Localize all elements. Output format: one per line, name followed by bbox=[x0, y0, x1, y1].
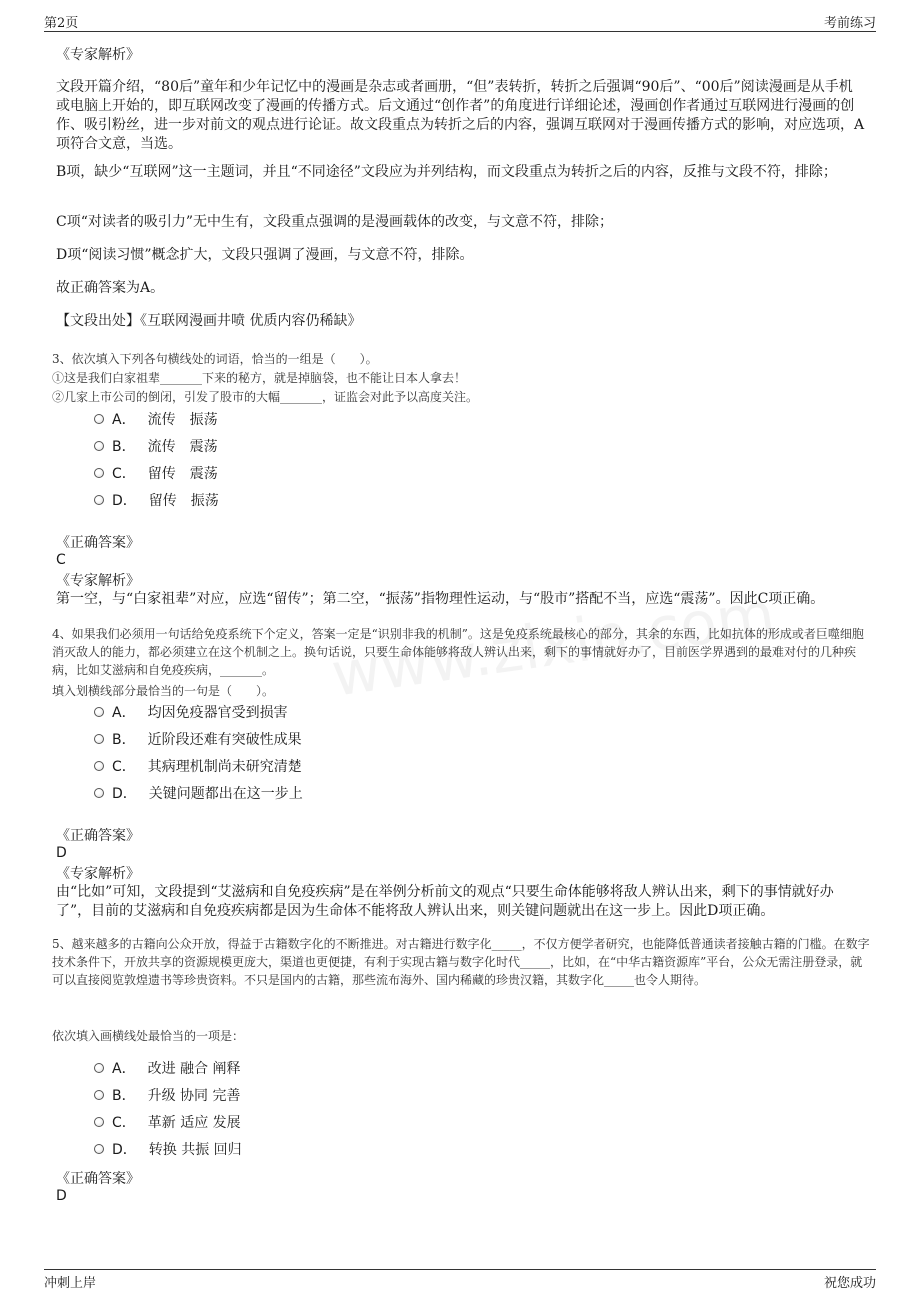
page-number: 第2页 bbox=[44, 16, 79, 31]
q3-option-c[interactable] bbox=[94, 465, 218, 483]
option-key: A． bbox=[112, 412, 136, 428]
q5-stem: 5、越来越多的古籍向公众开放，得益于古籍数字化的不断推进。对古籍进行数字化_____，不仅方便学者研究，也能降低普通读者接触古籍的门槛。在数字技术条件下，开放共享的资源规模更庞大，渠道也更便捷，有利于实现古籍与数字化时代_____，比如，在“中华古籍资源库”平台，公众无需注册登录，就可以直接阅览敦煌遗书等珍贵资料。不只是国内的古籍，那些流布海外、国内稀藏的珍贵汉籍，其数字化_____也令人期待。 bbox=[52, 937, 870, 987]
q4-analysis: 由“比如”可知，文段提到“艾滋病和自免疫疾病”是在举例分析前文的观点“只要生命体能够将敌人辨认出来，剩下的事情就好办了”，目前的艾滋病和自免疫疾病都是因为生命体不能将敌人辨认出来，则关键问题就出在这一步上。因此D项正确。 bbox=[56, 884, 834, 919]
q4-stem: 4、如果我们必须用一句话给免疫系统下个定义，答案一定是“识别非我的机制”。这是免疫系统最核心的部分，其余的东西，比如抗体的形成或者巨噬细胞消灭敌人的能力，都必须建立在这个机制之上。换句话说，只要生命体能够将敌人辨认出来，剩下的事情就好办了，目前医学界遇到的最难对付的几种疾病，比如艾滋病和自免疫疾病，_______。 bbox=[52, 627, 864, 677]
header-title: 考前练习 bbox=[823, 16, 876, 31]
option-text: 流传 震荡 bbox=[147, 439, 218, 455]
radio-icon[interactable] bbox=[94, 1117, 104, 1127]
q3-option-d[interactable] bbox=[94, 492, 219, 510]
header-rule bbox=[44, 31, 876, 32]
q2-analysis-paragraph-3: C项“对读者的吸引力”无中生有，文段重点强调的是漫画载体的改变，与文意不符，排除； bbox=[56, 214, 614, 230]
option-key: D． bbox=[112, 786, 137, 802]
option-key: B． bbox=[112, 439, 136, 455]
option-key: A． bbox=[112, 705, 136, 721]
q3-option-a[interactable] bbox=[94, 411, 218, 429]
radio-icon[interactable] bbox=[94, 468, 104, 478]
footer-right-text: 祝您成功 bbox=[823, 1276, 876, 1291]
q3-option-b[interactable] bbox=[94, 438, 218, 456]
option-key: A． bbox=[112, 1061, 136, 1077]
q5-prompt: 依次填入画横线处最恰当的一项是： bbox=[52, 1029, 245, 1043]
radio-icon[interactable] bbox=[94, 734, 104, 744]
option-key: C． bbox=[112, 466, 136, 482]
q5-option-b[interactable] bbox=[94, 1087, 241, 1105]
correct-answer-label: 《正确答案》 bbox=[56, 828, 140, 844]
expert-analysis-label: 《专家解析》 bbox=[56, 47, 140, 63]
q3-sentence-1: ①这是我们白家祖辈_______下来的秘方，就是掉脑袋，也不能让日本人拿去！ bbox=[52, 371, 467, 385]
option-text: 流传 振荡 bbox=[147, 412, 218, 428]
q5-answer: D bbox=[56, 1188, 67, 1204]
radio-icon[interactable] bbox=[94, 1090, 104, 1100]
option-text: 留传 振荡 bbox=[148, 493, 219, 509]
correct-answer-label: 《正确答案》 bbox=[56, 1171, 140, 1187]
q4-option-d[interactable] bbox=[94, 785, 303, 803]
q5-option-a[interactable] bbox=[94, 1060, 240, 1078]
page-footer bbox=[44, 1272, 876, 1290]
expert-analysis-label: 《专家解析》 bbox=[56, 866, 140, 882]
q4-option-b[interactable] bbox=[94, 731, 302, 749]
q2-analysis-paragraph-1: 文段开篇介绍，“80后”童年和少年记忆中的漫画是杂志或者画册，“但”表转折，转折之后强调“90后”、“00后”阅读漫画是从手机或电脑上开始的，即互联网改变了漫画的传播方式。后文通过“创作者”的角度进行详细论述，漫画创作者通过互联网进行漫画的创作、吸引粉丝，进一步对前文的观点进行论证。故文段重点为转折之后的内容，强调互联网对于漫画传播方式的影响，对应选项，A项符合文意，当选。 bbox=[56, 79, 865, 152]
expert-analysis-label: 《专家解析》 bbox=[56, 573, 140, 589]
radio-icon[interactable] bbox=[94, 441, 104, 451]
footer-left-text: 冲刺上岸 bbox=[44, 1276, 97, 1291]
q4-answer: D bbox=[56, 845, 67, 861]
correct-answer-label: 《正确答案》 bbox=[56, 535, 140, 551]
radio-icon[interactable] bbox=[94, 1063, 104, 1073]
option-text: 近阶段还难有突破性成果 bbox=[147, 732, 302, 748]
q2-source: 【文段出处】《互联网漫画井喷 优质内容仍稀缺》 bbox=[56, 313, 362, 329]
q2-conclusion: 故正确答案为A。 bbox=[56, 280, 165, 296]
q5-option-c[interactable] bbox=[94, 1114, 241, 1132]
footer-rule bbox=[44, 1269, 876, 1270]
q4-option-c[interactable] bbox=[94, 758, 302, 776]
q2-analysis-paragraph-2: B项，缺少“互联网”这一主题词，并且“不同途径”文段应为并列结构，而文段重点为转折之后的内容，反推与文段不符，排除； bbox=[56, 164, 837, 180]
q2-analysis-paragraph-4: D项“阅读习惯”概念扩大，文段只强调了漫画，与文意不符，排除。 bbox=[56, 247, 474, 263]
radio-icon[interactable] bbox=[94, 761, 104, 771]
q3-sentence-2: ②几家上市公司的倒闭，引发了股市的大幅_______，证监会对此予以高度关注。 bbox=[52, 390, 479, 404]
option-key: C． bbox=[112, 1115, 136, 1131]
radio-icon[interactable] bbox=[94, 707, 104, 717]
option-text: 转换 共振 回归 bbox=[148, 1142, 242, 1158]
radio-icon[interactable] bbox=[94, 495, 104, 505]
option-text: 均因免疫器官受到损害 bbox=[147, 705, 288, 721]
q5-option-d[interactable] bbox=[94, 1141, 242, 1159]
option-text: 关键问题都出在这一步上 bbox=[148, 786, 303, 802]
option-text: 升级 协同 完善 bbox=[147, 1088, 241, 1104]
q4-prompt: 填入划横线部分最恰当的一句是（ ）。 bbox=[52, 684, 275, 698]
page-header bbox=[44, 12, 876, 30]
option-text: 革新 适应 发展 bbox=[147, 1115, 241, 1131]
option-key: B． bbox=[112, 732, 136, 748]
option-key: C． bbox=[112, 759, 136, 775]
option-key: D． bbox=[112, 493, 137, 509]
option-text: 改进 融合 阐释 bbox=[147, 1061, 241, 1077]
q4-option-a[interactable] bbox=[94, 704, 288, 722]
q3-analysis: 第一空，与“白家祖辈”对应，应选“留传”；第二空，“振荡”指物理性运动，与“股市”搭配不当，应选“震荡”。因此C项正确。 bbox=[56, 591, 825, 607]
q3-stem: 3、依次填入下列各句横线处的词语，恰当的一组是（ ）。 bbox=[52, 352, 378, 366]
option-key: B． bbox=[112, 1088, 136, 1104]
option-key: D． bbox=[112, 1142, 137, 1158]
radio-icon[interactable] bbox=[94, 414, 104, 424]
radio-icon[interactable] bbox=[94, 1144, 104, 1154]
q3-answer: C bbox=[56, 552, 66, 568]
option-text: 留传 震荡 bbox=[147, 466, 218, 482]
option-text: 其病理机制尚未研究清楚 bbox=[147, 759, 302, 775]
radio-icon[interactable] bbox=[94, 788, 104, 798]
